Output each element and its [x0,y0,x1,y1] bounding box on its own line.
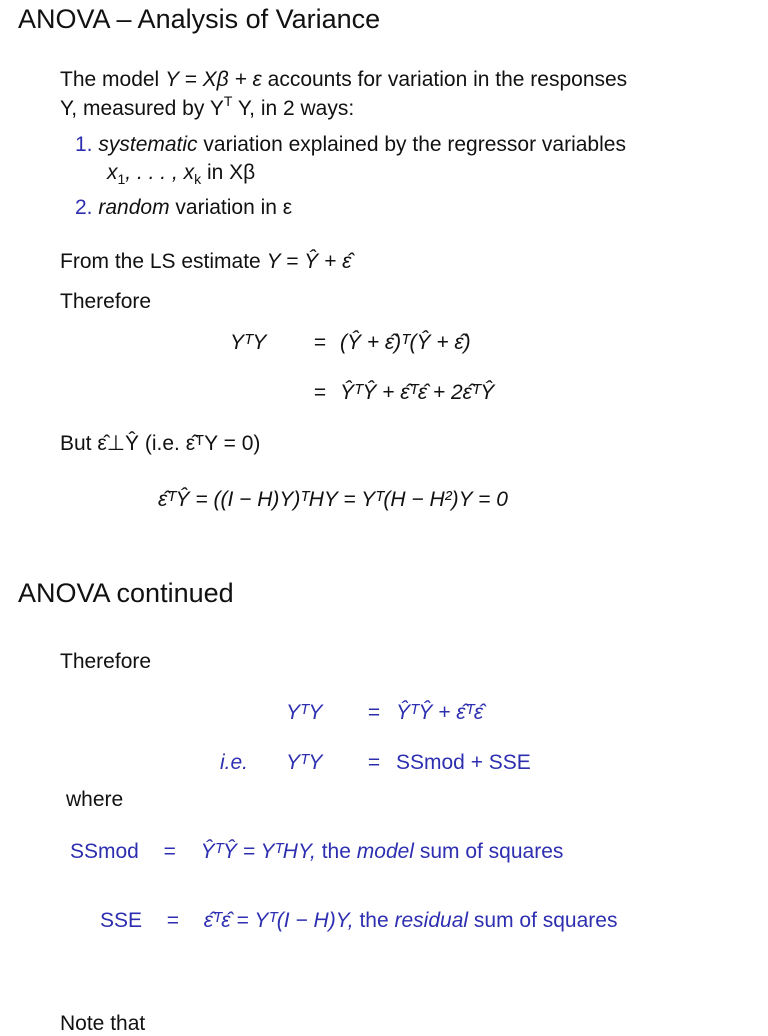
ls-equation: Y = Ŷ + ε̂ [266,250,352,273]
eq1-equals: = [313,331,327,354]
regressor-x: x [107,161,118,184]
orthogonality-equation: ε̂ᵀŶ = ((I − H)Y)ᵀHY = Yᵀ(H − H²)Y = 0 [158,488,508,511]
slide-2-title: ANOVA continued [18,578,234,608]
transpose-sup: T [223,93,233,109]
sse-desc-emphasis: residual [394,909,469,932]
eq1-lhs: YᵀY [230,331,267,354]
decomp-eq1-equals: = [367,701,381,724]
therefore-text: Therefore [60,290,152,313]
ie-label: i.e. [220,751,249,774]
intro-text-d: Y, in 2 ways: [237,97,355,120]
variance-equations [230,318,494,418]
ssmod-formula: ŶᵀŶ = YᵀHY, [200,840,316,863]
sse-desc-b: sum of squares [473,909,618,932]
eq2-rhs: ŶᵀŶ + ε̂ᵀε̂ + 2ε̂ᵀŶ [340,381,495,404]
list-number-2: 2. [75,196,93,219]
eq2-equals: = [313,381,327,404]
decomposition-equations [220,688,531,788]
regressor-sub-k: k [194,171,202,187]
sse-equals: = [166,909,179,932]
ssmod-desc-b: sum of squares [419,840,564,863]
where-text: where [66,788,124,811]
intro-line-1 [60,68,627,92]
ssmod-desc-a: the [321,840,351,863]
list-emphasis-2: random [98,196,170,219]
sse-label: SSE [100,909,143,932]
sse-desc-a: the [359,909,389,932]
list-text-2: variation in ε [175,196,293,219]
ssmod-desc-emphasis: model [356,840,414,863]
regressor-ellipsis: , . . . , x [125,161,195,184]
list-item-2 [75,196,292,220]
slide-title: ANOVA – Analysis of Variance [18,4,381,34]
list-item-1 [75,133,626,157]
intro-text-a: The model [60,68,160,91]
list-emphasis-1: systematic [98,133,198,156]
regressor-sub-1: 1 [117,171,126,187]
decomp-eq1-rhs: ŶᵀŶ + ε̂ᵀε̂ [396,701,484,724]
intro-text-b: accounts for variation in the responses [267,68,628,91]
regressor-end: in Xβ [201,161,256,184]
list-item-1-line-2 [107,161,255,185]
model-equation: Y = Xβ + ε [165,68,262,91]
ssmod-label: SSmod [70,840,139,863]
slide-2-therefore: Therefore [60,650,152,673]
decomp-eq1-lhs: YᵀY [286,701,323,724]
sse-formula: ε̂ᵀε̂ = Yᵀ(I − H)Y, [203,909,354,932]
list-number-1: 1. [75,133,93,156]
intro-text-c: Y, measured by Y [60,97,224,120]
decomp-eq2-equals: = [367,751,381,774]
intro-line-2 [60,93,355,121]
orthogonality-text: But ε̂⊥Ŷ (i.e. ε̂ᵀY = 0) [60,432,261,455]
eq1-rhs: (Ŷ + ε̂)ᵀ(Ŷ + ε̂) [340,331,471,354]
ls-estimate-line [60,250,351,274]
ls-text: From the LS estimate [60,250,261,273]
ssmod-definition [70,840,563,864]
sse-definition [100,909,617,933]
ssmod-equals: = [163,840,176,863]
list-text-1: variation explained by the regressor variables [203,133,626,156]
decomp-eq2-lhs: YᵀY [286,751,323,774]
decomp-eq2-rhs: SSmod + SSE [396,751,531,774]
note-text: Note that [60,1012,146,1035]
